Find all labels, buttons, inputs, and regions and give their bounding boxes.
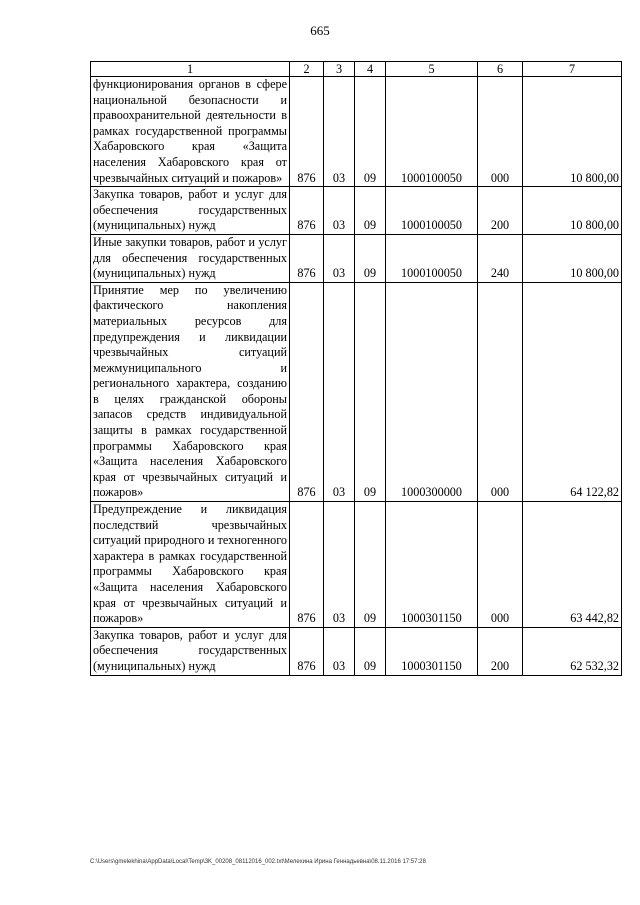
amount: 63 442,82 xyxy=(523,502,622,628)
column-header: 7 xyxy=(523,62,622,77)
section-code: 03 xyxy=(324,627,355,675)
table-row xyxy=(91,234,622,282)
ministry-code: 876 xyxy=(290,282,324,501)
ministry-code: 876 xyxy=(290,627,324,675)
section-code: 03 xyxy=(324,282,355,501)
budget-table xyxy=(90,61,622,676)
expense-type-code: 200 xyxy=(478,187,523,235)
row-description: Иные закупки товаров, работ и услуг для обеспечения государственных (муниципальных) нужд xyxy=(91,234,290,282)
row-description: Предупреждение и ликвидация последствий чрезвычайных ситуаций природного и техногенного характера в рамках государственной программы Хабаровского края «Защита населения Хабаровского края от чрезвычайных ситуаций и пожаров» xyxy=(91,502,290,628)
row-description: Закупка товаров, работ и услуг для обеспечения государственных (муниципальных) нужд xyxy=(91,187,290,235)
table-row xyxy=(91,627,622,675)
amount: 62 532,32 xyxy=(523,627,622,675)
row-description: Принятие мер по увеличению фактического накопления материальных ресурсов для предупреждения и ликвидации чрезвычайных ситуаций межмуниципального и регионального характера, созданию в целях гражданской обороны запасов средств индивидуальной защиты в рамках государственной программы Хабаровского края «Защита населения Хабаровского края от чрезвычайных ситуаций и пожаров» xyxy=(91,282,290,501)
section-code: 03 xyxy=(324,77,355,187)
subsection-code: 09 xyxy=(355,234,386,282)
expense-type-code: 000 xyxy=(478,77,523,187)
column-header: 5 xyxy=(386,62,478,77)
subsection-code: 09 xyxy=(355,187,386,235)
table-row xyxy=(91,77,622,187)
table-header-row xyxy=(91,62,622,77)
subsection-code: 09 xyxy=(355,282,386,501)
ministry-code: 876 xyxy=(290,187,324,235)
amount: 10 800,00 xyxy=(523,77,622,187)
subsection-code: 09 xyxy=(355,502,386,628)
section-code: 03 xyxy=(324,502,355,628)
column-header: 4 xyxy=(355,62,386,77)
target-article-code: 1000100050 xyxy=(386,234,478,282)
expense-type-code: 000 xyxy=(478,502,523,628)
table-row xyxy=(91,282,622,501)
row-description: Закупка товаров, работ и услуг для обеспечения государственных (муниципальных) нужд xyxy=(91,627,290,675)
amount: 10 800,00 xyxy=(523,187,622,235)
target-article-code: 1000300000 xyxy=(386,282,478,501)
table-row xyxy=(91,502,622,628)
amount: 10 800,00 xyxy=(523,234,622,282)
target-article-code: 1000100050 xyxy=(386,77,478,187)
column-header: 3 xyxy=(324,62,355,77)
section-code: 03 xyxy=(324,234,355,282)
file-path-footer: C:\Users\gmelekhina\AppData\Local\Temp\3K_00208_08112016_002.txt\Мелехина Ирина Геннадьевна\08.11.2016 17:57:28 xyxy=(90,859,426,865)
table-row xyxy=(91,187,622,235)
target-article-code: 1000301150 xyxy=(386,502,478,628)
subsection-code: 09 xyxy=(355,627,386,675)
target-article-code: 1000301150 xyxy=(386,627,478,675)
ministry-code: 876 xyxy=(290,77,324,187)
column-header: 2 xyxy=(290,62,324,77)
row-description: функционирования органов в сфере национальной безопасности и правоохранительной деятельности в рамках государственной программы Хабаровского края «Защита населения Хабаровского края от чрезвычайных ситуаций и пожаров» xyxy=(91,77,290,187)
amount: 64 122,82 xyxy=(523,282,622,501)
subsection-code: 09 xyxy=(355,77,386,187)
column-header: 6 xyxy=(478,62,523,77)
column-header: 1 xyxy=(91,62,290,77)
expense-type-code: 240 xyxy=(478,234,523,282)
expense-type-code: 000 xyxy=(478,282,523,501)
section-code: 03 xyxy=(324,187,355,235)
expense-type-code: 200 xyxy=(478,627,523,675)
ministry-code: 876 xyxy=(290,234,324,282)
page-number: 665 xyxy=(310,23,330,38)
ministry-code: 876 xyxy=(290,502,324,628)
target-article-code: 1000100050 xyxy=(386,187,478,235)
